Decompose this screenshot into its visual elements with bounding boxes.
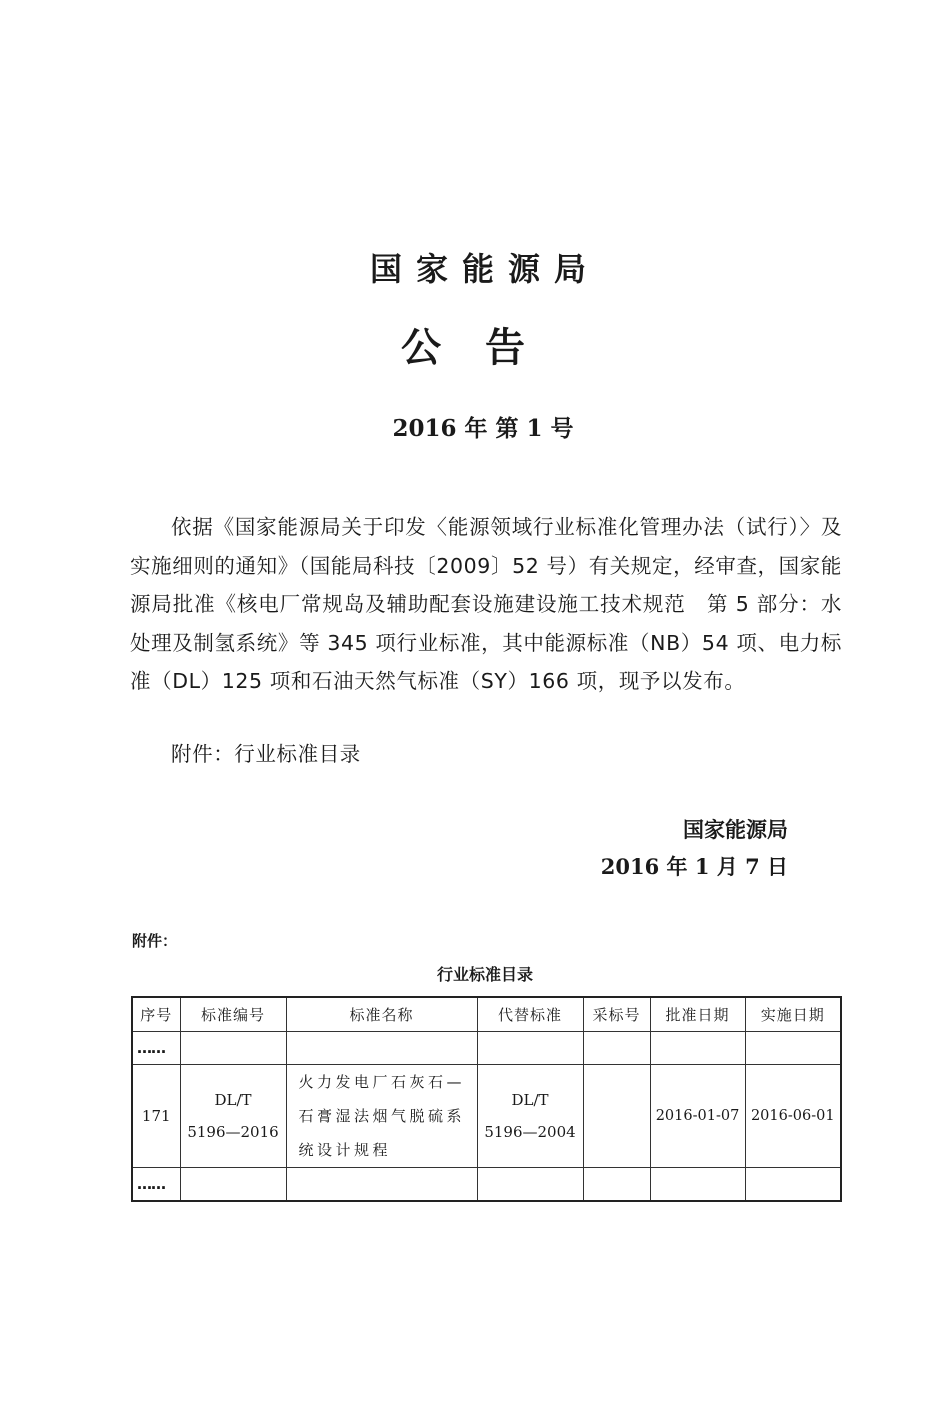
column-header-index: 序号 xyxy=(132,997,180,1032)
ellipsis-cell: …… xyxy=(132,1168,180,1202)
row-replaces xyxy=(477,1065,583,1168)
row-standard-name: 火力发电厂石灰石—石膏湿法烟气脱硫系统设计规程 xyxy=(286,1065,477,1168)
table-header-row xyxy=(132,997,841,1032)
table-row xyxy=(132,1065,841,1168)
column-header-approval-date: 批准日期 xyxy=(650,997,745,1032)
announcement-body: 依据《国家能源局关于印发〈能源领域行业标准化管理办法（试行）〉及实施细则的通知》（国能局科技〔2009〕52 号）有关规定，经审查，国家能源局批准《核电厂常规岛及辅助配套设施建设施工技术规范 第 5 部分：水处理及制氢系统》等 345 项行业标准，其中能源标准（NB）54 项、电力标准（DL）125 项和石油天然气标准（SY）166 项，现予以发布。 xyxy=(130,515,842,693)
row-adopted xyxy=(583,1065,650,1168)
catalog-title: 行业标准目录 xyxy=(436,965,533,984)
standards-catalog-table xyxy=(131,996,842,1202)
ellipsis-cell: …… xyxy=(132,1032,180,1065)
row-standard-code-line2: 5196—2016 xyxy=(187,1123,279,1141)
row-replaces-line1: DL/T xyxy=(511,1091,549,1109)
attachment-label: 附件： xyxy=(132,932,178,950)
row-replaces-line2: 5196—2004 xyxy=(484,1123,576,1141)
row-index: 171 xyxy=(132,1065,180,1168)
notice-title: 公告 xyxy=(401,325,569,371)
row-approval-date: 2016-01-07 xyxy=(650,1065,745,1168)
table-row-ellipsis xyxy=(132,1032,841,1065)
agency-title: 国家能源局 xyxy=(369,250,600,288)
signature-org: 国家能源局 xyxy=(683,818,788,842)
column-header-effective-date: 实施日期 xyxy=(745,997,841,1032)
signature-date: 2016 年 1 月 7 日 xyxy=(600,854,788,879)
column-header-name: 标准名称 xyxy=(286,997,477,1032)
column-header-replaces: 代替标准 xyxy=(477,997,583,1032)
column-header-adopted: 采标号 xyxy=(583,997,650,1032)
issue-number: 2016 年 第 1 号 xyxy=(392,415,574,442)
attachment-reference: 附件：行业标准目录 xyxy=(171,742,361,766)
table-row-ellipsis xyxy=(132,1168,841,1202)
row-effective-date: 2016-06-01 xyxy=(745,1065,841,1168)
column-header-code: 标准编号 xyxy=(180,997,286,1032)
row-standard-code-line1: DL/T xyxy=(214,1091,252,1109)
row-standard-code xyxy=(180,1065,286,1168)
